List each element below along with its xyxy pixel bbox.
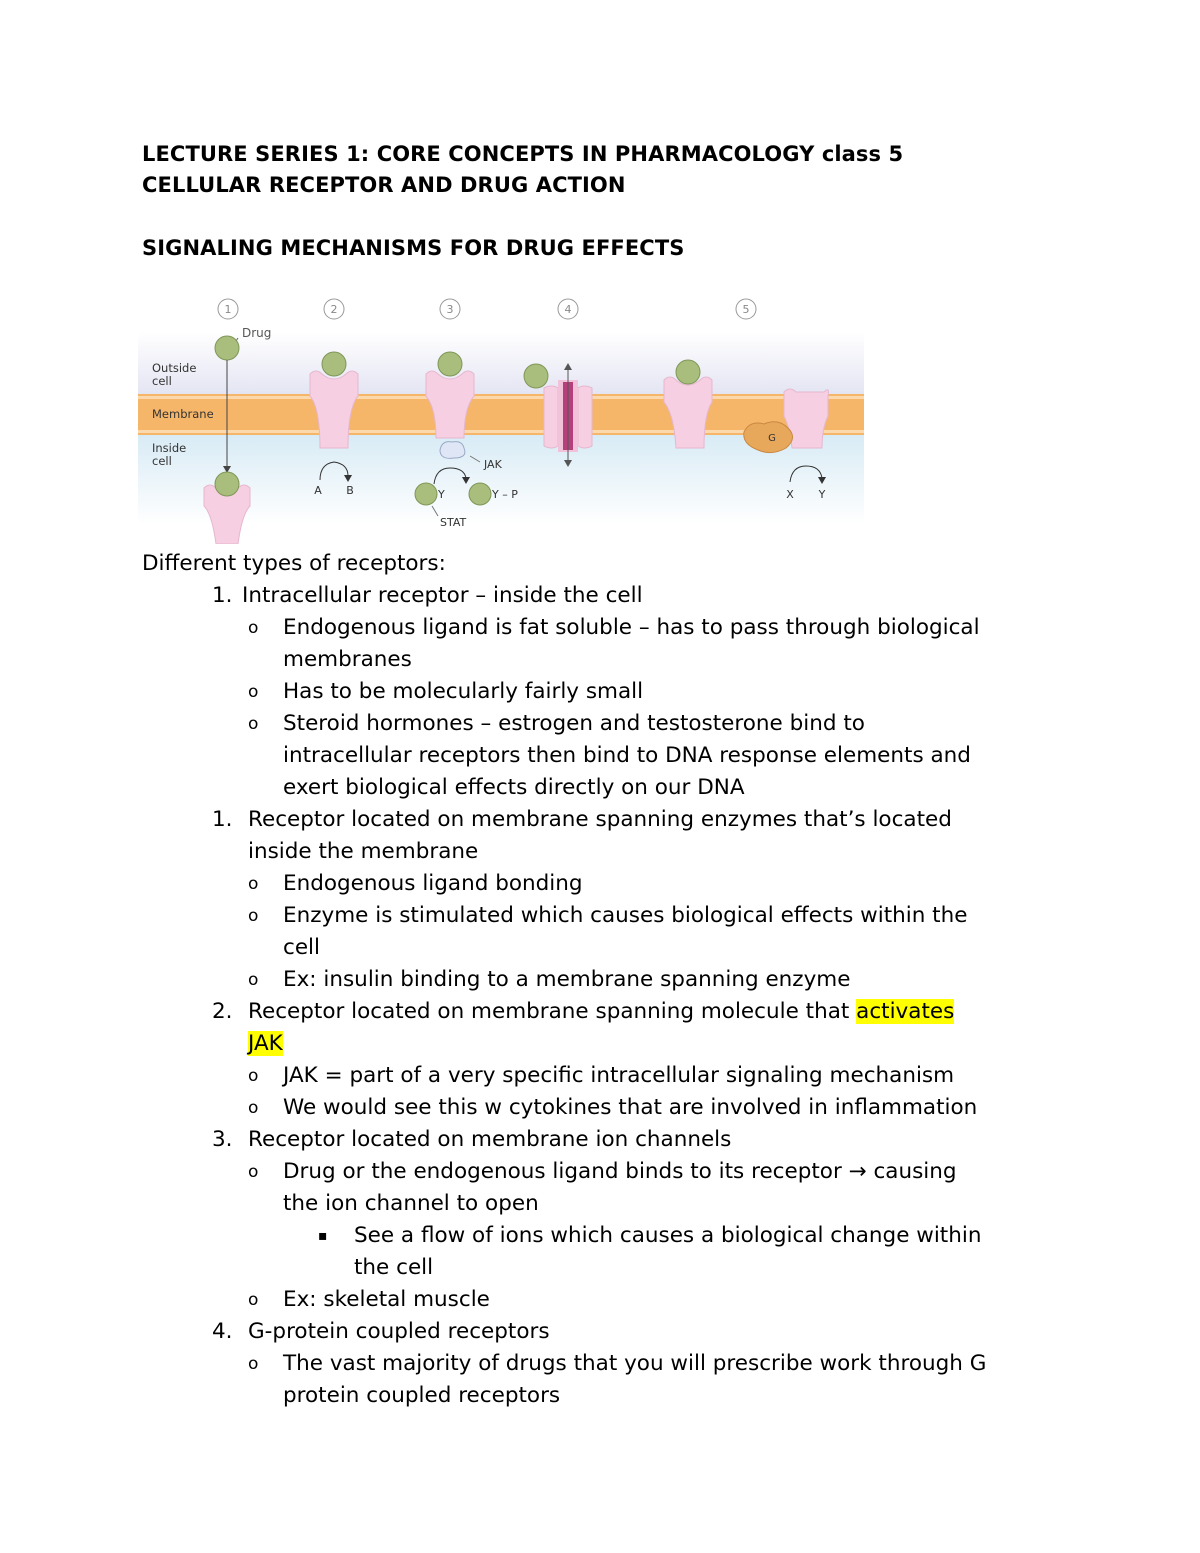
label-stat: STAT xyxy=(440,516,467,529)
list-item: cell xyxy=(283,935,320,960)
svg-text:3: 3 xyxy=(446,303,454,316)
ligand-4 xyxy=(524,364,548,388)
signaling-mechanisms-figure xyxy=(138,292,864,544)
inside-label-1: Inside xyxy=(152,441,187,455)
svg-text:1: 1 xyxy=(224,303,232,316)
list-item: inside the membrane xyxy=(248,839,479,864)
label-x: X xyxy=(786,488,794,501)
intro-line: Different types of receptors: xyxy=(142,551,446,576)
highlighted-text: activates xyxy=(856,999,955,1024)
list-item: o Enzyme is stimulated which causes biological effects within the xyxy=(248,903,968,928)
drug-ligand xyxy=(215,336,239,360)
list-item: o Endogenous ligand is fat soluble – has to pass through biological xyxy=(248,615,980,640)
mechanism-number-4 xyxy=(558,299,578,319)
list-item: o JAK = part of a very specific intracellular signaling mechanism xyxy=(248,1063,955,1088)
svg-text:5: 5 xyxy=(742,303,750,316)
ligand-3 xyxy=(438,352,462,376)
outside-label-1: Outside xyxy=(152,361,197,375)
list-item: 4. G-protein coupled receptors xyxy=(212,1319,550,1344)
list-item: 3. Receptor located on membrane ion channels xyxy=(212,1127,732,1152)
ligand-5 xyxy=(676,360,700,384)
section-heading: SIGNALING MECHANISMS FOR DRUG EFFECTS xyxy=(142,236,685,260)
channel-right xyxy=(578,386,592,448)
label-b: B xyxy=(346,484,354,497)
list-item xyxy=(142,1028,1102,1060)
list-item: o Drug or the endogenous ligand binds to its receptor → causing xyxy=(248,1159,957,1184)
channel-left xyxy=(544,386,558,448)
list-item: o Ex: skeletal muscle xyxy=(248,1287,490,1312)
inside-label-2: cell xyxy=(152,454,172,468)
list-item: ▪ See a flow of ions which causes a biological change within xyxy=(318,1223,982,1248)
list-item: o Steroid hormones – estrogen and testosterone bind to xyxy=(248,711,865,736)
lecture-subtitle: CELLULAR RECEPTOR AND DRUG ACTION xyxy=(142,173,626,197)
list-item: o Endogenous ligand bonding xyxy=(248,871,583,896)
list-item: intracellular receptors then bind to DNA response elements and xyxy=(283,743,971,768)
list-item: exert biological effects directly on our DNA xyxy=(283,775,745,800)
ligand-2 xyxy=(322,352,346,376)
label-yp: Y – P xyxy=(492,488,518,501)
bound-ligand xyxy=(215,472,239,496)
receptor-types-content xyxy=(142,548,1102,1412)
list-item: o The vast majority of drugs that you will prescribe work through G xyxy=(248,1351,987,1376)
list-item: o Ex: insulin binding to a membrane spanning enzyme xyxy=(248,967,851,992)
jak-enzyme xyxy=(440,442,465,459)
svg-text:2: 2 xyxy=(330,303,338,316)
lecture-title: LECTURE SERIES 1: CORE CONCEPTS IN PHARMACOLOGY class 5 xyxy=(142,142,904,166)
list-item: protein coupled receptors xyxy=(283,1383,561,1408)
label-a: A xyxy=(314,484,322,497)
mechanism-number-5 xyxy=(736,299,756,319)
label-y5: Y xyxy=(818,488,826,501)
list-item: o We would see this w cytokines that are involved in inflammation xyxy=(248,1095,978,1120)
mechanism-number-1 xyxy=(218,299,238,319)
list-item: 1. Receptor located on membrane spanning enzymes that’s located xyxy=(212,807,952,832)
drug-label: Drug xyxy=(242,326,272,340)
stat-phosphorylated xyxy=(469,483,491,505)
list-item: 2. Receptor located on membrane spanning molecule that activates xyxy=(212,999,955,1024)
list-item: the cell xyxy=(354,1255,434,1280)
list-item: membranes xyxy=(283,647,412,672)
svg-text:4: 4 xyxy=(564,303,572,316)
label-g: G xyxy=(768,433,776,444)
list-item: o Has to be molecularly fairly small xyxy=(248,679,644,704)
outside-cell-region xyxy=(138,332,864,394)
label-y: Y xyxy=(438,488,445,501)
mechanism-number-3 xyxy=(440,299,460,319)
mechanism-number-2 xyxy=(324,299,344,319)
list-item: 1. Intracellular receptor – inside the cell xyxy=(212,583,643,608)
stat-unphosphorylated xyxy=(415,483,437,505)
outside-label-2: cell xyxy=(152,374,172,388)
membrane-label: Membrane xyxy=(152,407,214,421)
highlighted-text: JAK xyxy=(248,1031,283,1056)
list-item: the ion channel to open xyxy=(283,1191,539,1216)
label-jak: JAK xyxy=(484,458,502,471)
